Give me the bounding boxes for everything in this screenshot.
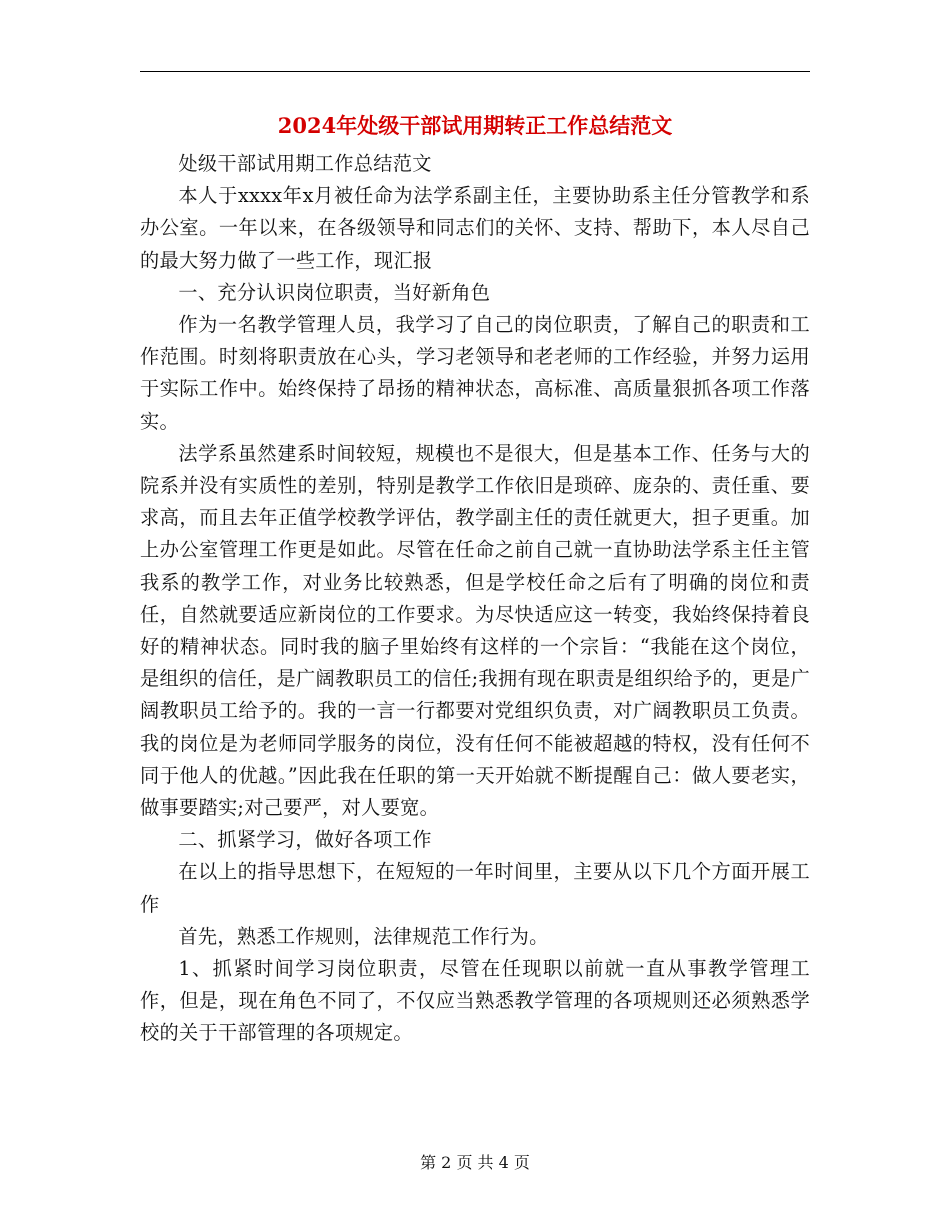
header-rule <box>140 71 810 72</box>
section-heading: 一、充分认识岗位职责，当好新角色 <box>178 280 491 304</box>
paragraph: 本人于xxxx年x月被任命为法学系副主任，主要协助系主任分管教学和系办公室。一年以来，在各级领导和同志们的关怀、支持、帮助下，本人尽自己的最大努力做了一些工作，现汇报 <box>140 184 810 272</box>
section-heading: 二、抓紧学习，做好各项工作 <box>178 828 432 852</box>
page-footer <box>140 1151 810 1175</box>
paragraph: 在以上的指导思想下，在短短的一年时间里，主要从以下几个方面开展工作 <box>140 860 810 916</box>
paragraph: 法学系虽然建系时间较短，规模也不是很大，但是基本工作、任务与大的院系并没有实质性的差别，特别是教学工作依旧是琐碎、庞杂的、责任重、要求高，而且去年正值学校教学评估，教学副主任的责任就更大，担子更重。加上办公室管理工作更是如此。尽管在任命之前自己就一直协助法学系主任主管我系的教学工作，对业务比较熟悉，但是学校任命之后有了明确的岗位和责任，自然就要适应新岗位的工作要求。为尽快适应这一转变，我始终保持着良好的精神状态。同时我的脑子里始终有这样的一个宗旨：“我能在这个岗位，是组织的信任，是广阔教职员工的信任;我拥有现在职责是组织给予的，更是广阔教职员工给予的。我的一言一行都要对党组织负责，对广阔教职员工负责。我的岗位是为老师同学服务的岗位，没有任何不能被超越的特权，没有任何不同于他人的优越。”因此我在任职的第一天开始就不断提醒自己：做人要老实，做事要踏实;对己要严，对人要宽。 <box>140 441 810 820</box>
document-title: 2024年处级干部试用期转正工作总结范文 <box>277 113 673 138</box>
paragraph: 首先，熟悉工作规则，法律规范工作行为。 <box>178 924 549 948</box>
paragraph: 作为一名教学管理人员，我学习了自己的岗位职责，了解自己的职责和工作范围。时刻将职责放在心头，学习老领导和老老师的工作经验，并努力运用于实际工作中。始终保持了昂扬的精神状态，高标准、高质量狠抓各项工作落实。 <box>140 313 810 433</box>
document-body <box>140 148 810 1050</box>
page-number: 第 2 页 共 4 页 <box>420 1153 530 1172</box>
paragraph: 1、抓紧时间学习岗位职责，尽管在任现职以前就一直从事教学管理工作，但是，现在角色不同了，不仅应当熟悉教学管理的各项规则还必须熟悉学校的关于干部管理的各项规定。 <box>140 957 810 1045</box>
paragraph: 处级干部试用期工作总结范文 <box>178 152 432 175</box>
